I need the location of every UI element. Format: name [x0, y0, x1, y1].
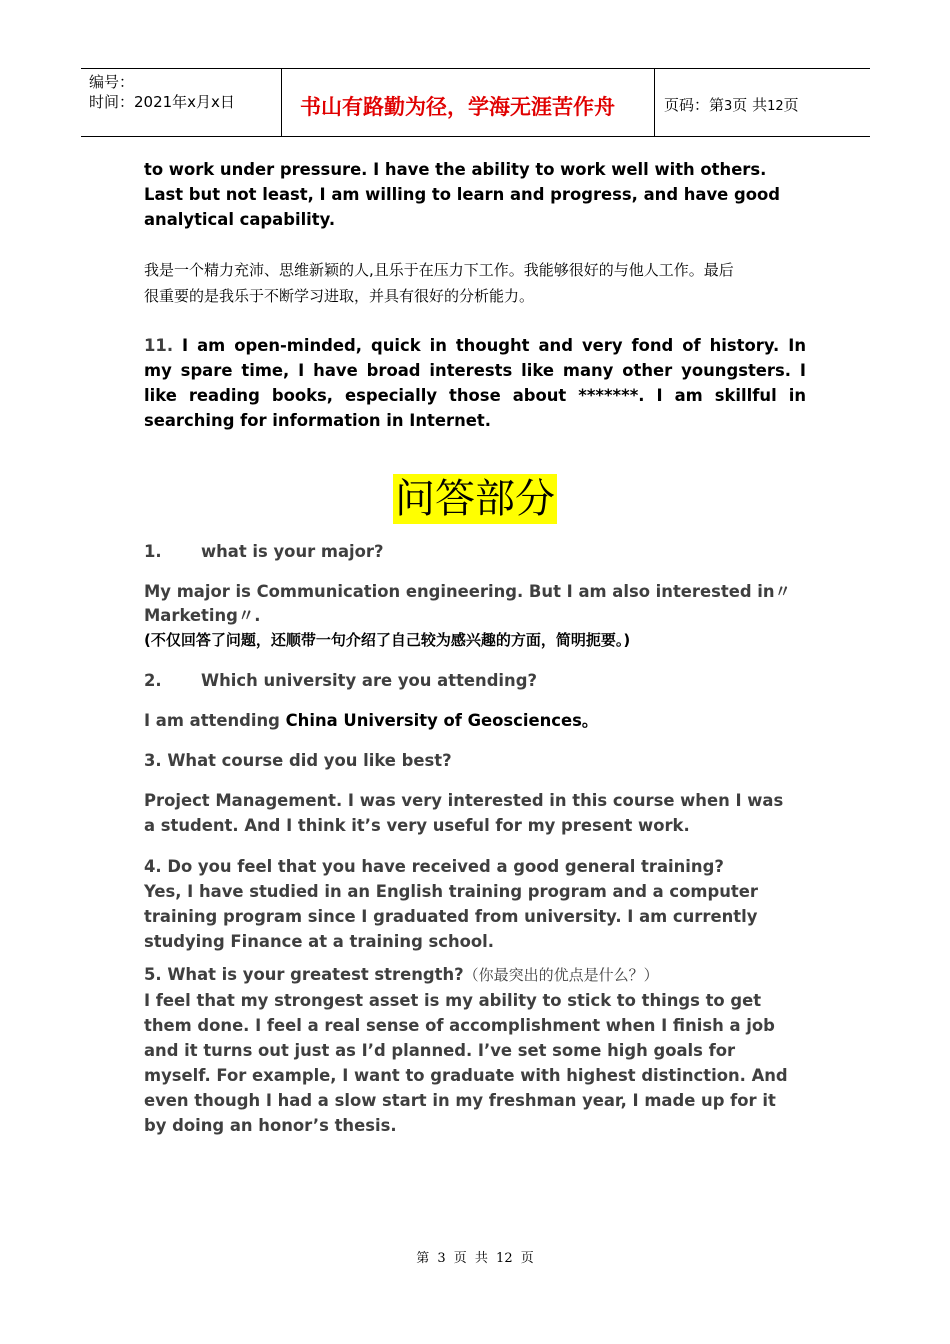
- question-2: [144, 668, 806, 693]
- motto: 书山有路勤为径，学海无涯苦作舟: [300, 94, 615, 119]
- q5-text: 5. What is your greatest strength?: [144, 965, 464, 984]
- q1-text: what is your major?: [201, 542, 384, 561]
- intro-en-line2: Last but not least, I am willing to learn and progress, and have good: [144, 185, 780, 204]
- a4-line3: studying Finance at a training school.: [144, 932, 495, 951]
- page-total: 12: [767, 99, 784, 114]
- section-heading-text: 问答部分: [395, 476, 555, 522]
- page-current: 3: [724, 99, 733, 114]
- intro-chinese: [144, 257, 806, 309]
- item11-line4: searching for information in Internet.: [144, 411, 491, 430]
- answer-3: [144, 788, 806, 838]
- page-footer: 第 3 页 共 12 页: [416, 1251, 534, 1266]
- page-mid: 页 共: [732, 96, 768, 114]
- a5-line3: and it turns out just as I’d planned. I’ve set some high goals for: [144, 1041, 736, 1060]
- item-11: [144, 333, 806, 433]
- page-indicator: [664, 94, 799, 115]
- question-3: 3. What course did you like best?: [144, 751, 452, 770]
- a5-line5: even though I had a slow start in my freshman year, I made up for it: [144, 1091, 776, 1110]
- item11-line2: my spare time, I have broad interests like many other youngsters. I: [144, 361, 806, 380]
- a2-end: 。: [581, 711, 599, 730]
- question-4: 4. Do you feel that you have received a good general training?: [144, 857, 724, 876]
- q2-number: 2.: [144, 671, 162, 690]
- page-header: [81, 68, 870, 137]
- a3-line1: Project Management. I was very interested in this course when I was: [144, 791, 784, 810]
- answer-1: [144, 579, 806, 652]
- a5-line6: by doing an honor’s thesis.: [144, 1116, 397, 1135]
- qa-5: [144, 962, 806, 1138]
- intro-en-line3: analytical capability.: [144, 210, 336, 229]
- a4-line1: Yes, I have studied in an English training program and a computer: [144, 882, 758, 901]
- a5-line1: I feel that my strongest asset is my ability to stick to things to get: [144, 991, 762, 1010]
- page-suffix: 页: [783, 96, 799, 114]
- a5-line4: myself. For example, I want to graduate with highest distinction. And: [144, 1066, 788, 1085]
- a2-prefix: I am attending: [144, 711, 286, 730]
- intro-english: [144, 157, 806, 232]
- intro-cn-line1: 我是一个精力充沛、思维新颖的人,且乐于在压力下工作。我能够很好的与他人工作。最后: [144, 261, 734, 279]
- question-1: [144, 539, 806, 564]
- answer-2: [144, 708, 806, 733]
- a2-university: China University of Geosciences: [285, 711, 582, 730]
- number-label: 编号：: [89, 73, 135, 91]
- q5-chinese: （你最突出的优点是什么？）: [463, 966, 659, 984]
- a1-note: (不仅回答了问题，还顺带一句介绍了自己较为感兴趣的方面，简明扼要。): [144, 631, 631, 649]
- header-page-cell: [655, 69, 870, 136]
- page-prefix: 页码：第: [664, 96, 725, 114]
- a5-line2: them done. I feel a real sense of accomplishment when I finish a job: [144, 1016, 775, 1035]
- qa-4: [144, 854, 806, 954]
- item11-line1-text: I am open-minded, quick in thought and very fond of history. In: [182, 336, 807, 355]
- item11-line3: like reading books, especially those about *******. I am skillful in: [144, 386, 806, 405]
- a1-line2: Marketing〃.: [144, 606, 261, 625]
- document-body: [144, 157, 806, 1138]
- section-heading: [144, 474, 806, 524]
- header-motto-cell: [282, 69, 655, 136]
- a4-line2: training program since I graduated from university. I am currently: [144, 907, 758, 926]
- intro-cn-line2: 很重要的是我乐于不断学习进取，并具有很好的分析能力。: [144, 287, 535, 305]
- item11-number: 11: [144, 336, 167, 355]
- header-meta-cell: [81, 69, 282, 136]
- intro-en-line1: to work under pressure. I have the ability to work well with others.: [144, 160, 767, 179]
- item11-line1: [144, 333, 806, 358]
- q2-text: Which university are you attending?: [201, 671, 537, 690]
- a3-line2: a student. And I think it’s very useful for my present work.: [144, 816, 690, 835]
- question-5: [144, 962, 806, 988]
- q1-number: 1.: [144, 542, 162, 561]
- item11-sep: .: [166, 336, 183, 355]
- a1-line1: My major is Communication engineering. But I am also interested in〃: [144, 582, 791, 601]
- date-label: 时间：2021年x月x日: [89, 93, 235, 111]
